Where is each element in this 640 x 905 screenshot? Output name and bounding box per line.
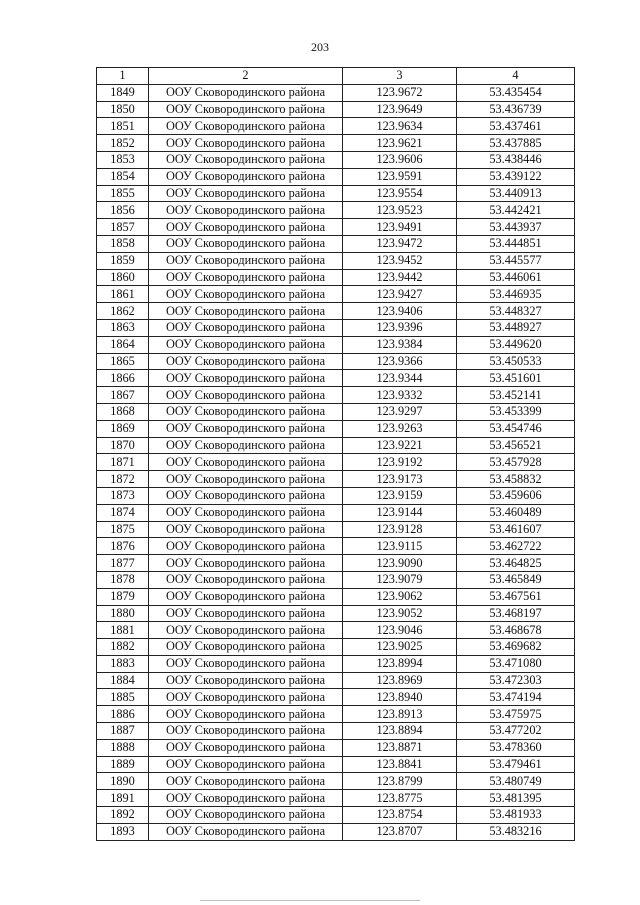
longitude-cell: 123.9079 [343, 571, 457, 588]
region-name-cell: ООУ Сковородинского района [149, 252, 343, 269]
longitude-cell: 123.9396 [343, 319, 457, 336]
row-number-cell: 1888 [97, 739, 149, 756]
row-number-cell: 1879 [97, 588, 149, 605]
region-name-cell: ООУ Сковородинского района [149, 151, 343, 168]
latitude-cell: 53.456521 [457, 437, 575, 454]
latitude-cell: 53.469682 [457, 639, 575, 656]
longitude-cell: 123.9442 [343, 269, 457, 286]
row-number-cell: 1873 [97, 487, 149, 504]
row-number-cell: 1854 [97, 168, 149, 185]
longitude-cell: 123.9159 [343, 487, 457, 504]
region-name-cell: ООУ Сковородинского района [149, 387, 343, 404]
row-number-cell: 1890 [97, 773, 149, 790]
table-row [97, 706, 575, 723]
table-row [97, 353, 575, 370]
longitude-cell: 123.9115 [343, 538, 457, 555]
region-name-cell: ООУ Сковородинского района [149, 555, 343, 572]
table-row [97, 672, 575, 689]
table-row [97, 168, 575, 185]
table-row [97, 387, 575, 404]
row-number-cell: 1853 [97, 151, 149, 168]
latitude-cell: 53.453399 [457, 403, 575, 420]
latitude-cell: 53.468678 [457, 622, 575, 639]
row-number-cell: 1851 [97, 118, 149, 135]
region-name-cell: ООУ Сковородинского района [149, 639, 343, 656]
latitude-cell: 53.481933 [457, 807, 575, 824]
longitude-cell: 123.9491 [343, 219, 457, 236]
region-name-cell: ООУ Сковородинского района [149, 706, 343, 723]
region-name-cell: ООУ Сковородинского района [149, 521, 343, 538]
longitude-cell: 123.8894 [343, 723, 457, 740]
latitude-cell: 53.454746 [457, 420, 575, 437]
region-name-cell: ООУ Сковородинского района [149, 538, 343, 555]
table-row [97, 639, 575, 656]
table-row [97, 689, 575, 706]
latitude-cell: 53.478360 [457, 739, 575, 756]
latitude-cell: 53.468197 [457, 605, 575, 622]
column-header-4: 4 [457, 68, 575, 85]
table-row [97, 538, 575, 555]
latitude-cell: 53.448327 [457, 303, 575, 320]
longitude-cell: 123.9591 [343, 168, 457, 185]
longitude-cell: 123.9128 [343, 521, 457, 538]
longitude-cell: 123.8707 [343, 823, 457, 840]
page-number: 203 [311, 40, 329, 54]
region-name-cell: ООУ Сковородинского района [149, 723, 343, 740]
row-number-cell: 1870 [97, 437, 149, 454]
latitude-cell: 53.471080 [457, 655, 575, 672]
table-row [97, 370, 575, 387]
table-row [97, 655, 575, 672]
latitude-cell: 53.439122 [457, 168, 575, 185]
table-header-row [97, 68, 575, 85]
table-row [97, 185, 575, 202]
region-name-cell: ООУ Сковородинского района [149, 605, 343, 622]
row-number-cell: 1869 [97, 420, 149, 437]
region-name-cell: ООУ Сковородинского района [149, 336, 343, 353]
longitude-cell: 123.9025 [343, 639, 457, 656]
row-number-cell: 1893 [97, 823, 149, 840]
region-name-cell: ООУ Сковородинского района [149, 84, 343, 101]
row-number-cell: 1881 [97, 622, 149, 639]
latitude-cell: 53.480749 [457, 773, 575, 790]
region-name-cell: ООУ Сковородинского района [149, 219, 343, 236]
table-row [97, 403, 575, 420]
region-name-cell: ООУ Сковородинского района [149, 773, 343, 790]
region-name-cell: ООУ Сковородинского района [149, 672, 343, 689]
table-row [97, 319, 575, 336]
region-name-cell: ООУ Сковородинского района [149, 622, 343, 639]
table-row [97, 571, 575, 588]
table-row [97, 739, 575, 756]
latitude-cell: 53.479461 [457, 756, 575, 773]
longitude-cell: 123.9606 [343, 151, 457, 168]
row-number-cell: 1850 [97, 101, 149, 118]
latitude-cell: 53.458832 [457, 471, 575, 488]
page-bottom-rule [200, 900, 420, 901]
latitude-cell: 53.483216 [457, 823, 575, 840]
longitude-cell: 123.9366 [343, 353, 457, 370]
latitude-cell: 53.461607 [457, 521, 575, 538]
latitude-cell: 53.472303 [457, 672, 575, 689]
latitude-cell: 53.459606 [457, 487, 575, 504]
row-number-cell: 1878 [97, 571, 149, 588]
table-row [97, 756, 575, 773]
longitude-cell: 123.8841 [343, 756, 457, 773]
row-number-cell: 1862 [97, 303, 149, 320]
latitude-cell: 53.452141 [457, 387, 575, 404]
longitude-cell: 123.9221 [343, 437, 457, 454]
table-row [97, 790, 575, 807]
row-number-cell: 1866 [97, 370, 149, 387]
row-number-cell: 1876 [97, 538, 149, 555]
region-name-cell: ООУ Сковородинского района [149, 471, 343, 488]
latitude-cell: 53.450533 [457, 353, 575, 370]
table-row [97, 420, 575, 437]
region-name-cell: ООУ Сковородинского района [149, 420, 343, 437]
row-number-cell: 1871 [97, 454, 149, 471]
coordinates-table [96, 67, 575, 841]
longitude-cell: 123.9046 [343, 622, 457, 639]
longitude-cell: 123.8940 [343, 689, 457, 706]
region-name-cell: ООУ Сковородинского района [149, 487, 343, 504]
row-number-cell: 1867 [97, 387, 149, 404]
latitude-cell: 53.448927 [457, 319, 575, 336]
row-number-cell: 1882 [97, 639, 149, 656]
region-name-cell: ООУ Сковородинского района [149, 135, 343, 152]
region-name-cell: ООУ Сковородинского района [149, 168, 343, 185]
region-name-cell: ООУ Сковородинского района [149, 689, 343, 706]
region-name-cell: ООУ Сковородинского района [149, 101, 343, 118]
longitude-cell: 123.8799 [343, 773, 457, 790]
latitude-cell: 53.437885 [457, 135, 575, 152]
row-number-cell: 1880 [97, 605, 149, 622]
table-row [97, 622, 575, 639]
longitude-cell: 123.8754 [343, 807, 457, 824]
row-number-cell: 1864 [97, 336, 149, 353]
latitude-cell: 53.457928 [457, 454, 575, 471]
longitude-cell: 123.9672 [343, 84, 457, 101]
row-number-cell: 1859 [97, 252, 149, 269]
region-name-cell: ООУ Сковородинского района [149, 790, 343, 807]
longitude-cell: 123.8775 [343, 790, 457, 807]
row-number-cell: 1860 [97, 269, 149, 286]
latitude-cell: 53.443937 [457, 219, 575, 236]
longitude-cell: 123.8994 [343, 655, 457, 672]
region-name-cell: ООУ Сковородинского района [149, 437, 343, 454]
latitude-cell: 53.449620 [457, 336, 575, 353]
latitude-cell: 53.464825 [457, 555, 575, 572]
longitude-cell: 123.9173 [343, 471, 457, 488]
row-number-cell: 1892 [97, 807, 149, 824]
column-header-1: 1 [97, 68, 149, 85]
row-number-cell: 1885 [97, 689, 149, 706]
longitude-cell: 123.9144 [343, 504, 457, 521]
table-row [97, 723, 575, 740]
longitude-cell: 123.9263 [343, 420, 457, 437]
table-body [97, 84, 575, 840]
row-number-cell: 1889 [97, 756, 149, 773]
longitude-cell: 123.8913 [343, 706, 457, 723]
table-row [97, 235, 575, 252]
row-number-cell: 1884 [97, 672, 149, 689]
row-number-cell: 1874 [97, 504, 149, 521]
region-name-cell: ООУ Сковородинского района [149, 202, 343, 219]
region-name-cell: ООУ Сковородинского района [149, 571, 343, 588]
row-number-cell: 1858 [97, 235, 149, 252]
table-row [97, 807, 575, 824]
latitude-cell: 53.442421 [457, 202, 575, 219]
longitude-cell: 123.9332 [343, 387, 457, 404]
table-row [97, 202, 575, 219]
row-number-cell: 1883 [97, 655, 149, 672]
column-header-2: 2 [149, 68, 343, 85]
region-name-cell: ООУ Сковородинского района [149, 756, 343, 773]
table-row [97, 823, 575, 840]
longitude-cell: 123.9344 [343, 370, 457, 387]
row-number-cell: 1865 [97, 353, 149, 370]
longitude-cell: 123.9523 [343, 202, 457, 219]
table-row [97, 303, 575, 320]
latitude-cell: 53.440913 [457, 185, 575, 202]
longitude-cell: 123.9384 [343, 336, 457, 353]
table-row [97, 555, 575, 572]
latitude-cell: 53.445577 [457, 252, 575, 269]
table-row [97, 118, 575, 135]
row-number-cell: 1857 [97, 219, 149, 236]
table-row [97, 101, 575, 118]
table-row [97, 471, 575, 488]
row-number-cell: 1863 [97, 319, 149, 336]
longitude-cell: 123.9192 [343, 454, 457, 471]
region-name-cell: ООУ Сковородинского района [149, 655, 343, 672]
region-name-cell: ООУ Сковородинского района [149, 269, 343, 286]
row-number-cell: 1877 [97, 555, 149, 572]
region-name-cell: ООУ Сковородинского района [149, 807, 343, 824]
longitude-cell: 123.9297 [343, 403, 457, 420]
latitude-cell: 53.446061 [457, 269, 575, 286]
latitude-cell: 53.462722 [457, 538, 575, 555]
longitude-cell: 123.9649 [343, 101, 457, 118]
latitude-cell: 53.446935 [457, 286, 575, 303]
region-name-cell: ООУ Сковородинского района [149, 403, 343, 420]
row-number-cell: 1887 [97, 723, 149, 740]
latitude-cell: 53.451601 [457, 370, 575, 387]
latitude-cell: 53.460489 [457, 504, 575, 521]
region-name-cell: ООУ Сковородинского района [149, 185, 343, 202]
latitude-cell: 53.467561 [457, 588, 575, 605]
region-name-cell: ООУ Сковородинского района [149, 454, 343, 471]
row-number-cell: 1861 [97, 286, 149, 303]
row-number-cell: 1875 [97, 521, 149, 538]
row-number-cell: 1856 [97, 202, 149, 219]
table-row [97, 135, 575, 152]
column-header-3: 3 [343, 68, 457, 85]
row-number-cell: 1891 [97, 790, 149, 807]
longitude-cell: 123.9406 [343, 303, 457, 320]
table-row [97, 84, 575, 101]
table-row [97, 487, 575, 504]
longitude-cell: 123.9472 [343, 235, 457, 252]
region-name-cell: ООУ Сковородинского района [149, 739, 343, 756]
latitude-cell: 53.435454 [457, 84, 575, 101]
longitude-cell: 123.9452 [343, 252, 457, 269]
latitude-cell: 53.436739 [457, 101, 575, 118]
longitude-cell: 123.9052 [343, 605, 457, 622]
latitude-cell: 53.465849 [457, 571, 575, 588]
row-number-cell: 1852 [97, 135, 149, 152]
table-row [97, 219, 575, 236]
table-row [97, 588, 575, 605]
table-row [97, 504, 575, 521]
row-number-cell: 1872 [97, 471, 149, 488]
longitude-cell: 123.9554 [343, 185, 457, 202]
region-name-cell: ООУ Сковородинского района [149, 823, 343, 840]
table-row [97, 521, 575, 538]
row-number-cell: 1868 [97, 403, 149, 420]
longitude-cell: 123.8871 [343, 739, 457, 756]
latitude-cell: 53.437461 [457, 118, 575, 135]
longitude-cell: 123.9090 [343, 555, 457, 572]
table-row [97, 151, 575, 168]
region-name-cell: ООУ Сковородинского района [149, 319, 343, 336]
longitude-cell: 123.9621 [343, 135, 457, 152]
region-name-cell: ООУ Сковородинского района [149, 588, 343, 605]
table-row [97, 773, 575, 790]
table-row [97, 286, 575, 303]
region-name-cell: ООУ Сковородинского района [149, 504, 343, 521]
latitude-cell: 53.475975 [457, 706, 575, 723]
latitude-cell: 53.481395 [457, 790, 575, 807]
latitude-cell: 53.444851 [457, 235, 575, 252]
table-row [97, 454, 575, 471]
table-row [97, 336, 575, 353]
table-row [97, 605, 575, 622]
region-name-cell: ООУ Сковородинского района [149, 235, 343, 252]
table-row [97, 437, 575, 454]
region-name-cell: ООУ Сковородинского района [149, 286, 343, 303]
row-number-cell: 1849 [97, 84, 149, 101]
row-number-cell: 1855 [97, 185, 149, 202]
latitude-cell: 53.477202 [457, 723, 575, 740]
longitude-cell: 123.8969 [343, 672, 457, 689]
region-name-cell: ООУ Сковородинского района [149, 303, 343, 320]
latitude-cell: 53.474194 [457, 689, 575, 706]
table-row [97, 252, 575, 269]
row-number-cell: 1886 [97, 706, 149, 723]
latitude-cell: 53.438446 [457, 151, 575, 168]
region-name-cell: ООУ Сковородинского района [149, 118, 343, 135]
region-name-cell: ООУ Сковородинского района [149, 353, 343, 370]
region-name-cell: ООУ Сковородинского района [149, 370, 343, 387]
longitude-cell: 123.9062 [343, 588, 457, 605]
longitude-cell: 123.9427 [343, 286, 457, 303]
longitude-cell: 123.9634 [343, 118, 457, 135]
table-row [97, 269, 575, 286]
